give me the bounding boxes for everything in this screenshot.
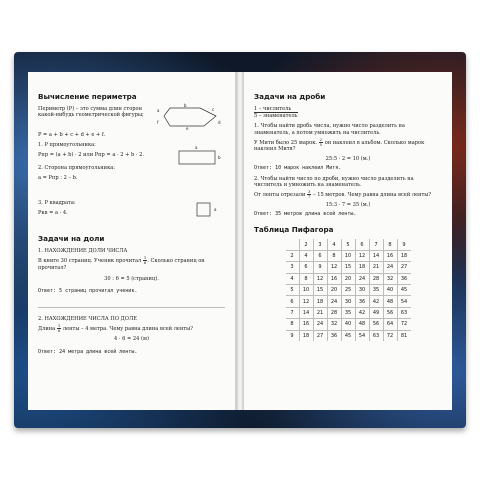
table-cell: 18: [397, 250, 411, 261]
table-cell: 42: [369, 296, 383, 307]
part2-problem: [38, 324, 225, 333]
table-cell: 54: [397, 296, 411, 307]
part2-text-b: ленты – 4 метра. Чему равна длина всей ленты?: [62, 325, 193, 332]
table-cell: 10: [341, 250, 355, 261]
divider: [38, 307, 225, 308]
task1-example-a: У Мити было 25 марок.: [254, 139, 318, 146]
table-cell: 30: [341, 296, 355, 307]
table-cell: 7: [369, 239, 383, 250]
table-cell: 15: [341, 262, 355, 273]
task1-calc: 25:5 · 2 = 10 (м.): [325, 155, 371, 162]
table-cell: 54: [355, 330, 369, 341]
perimeter-definition: Периметр (Р) – это сумма длин сторон какой-нибудь геометрической фигуры;: [38, 106, 144, 119]
table-cell: 24: [383, 262, 397, 273]
table-cell: 12: [313, 273, 327, 284]
table-cell: 15: [313, 284, 327, 295]
table-cell: 45: [397, 284, 411, 295]
task1-fraction: [319, 138, 323, 147]
table-cell: 63: [397, 307, 411, 318]
fraction-denominator: 6: [143, 260, 147, 266]
table-cell: 4: [299, 250, 313, 261]
table-cell: 42: [355, 307, 369, 318]
square-label-a: a: [214, 207, 217, 213]
table-cell: 16: [299, 319, 313, 330]
square-title: 3. Р квадрата:: [38, 200, 76, 207]
table-cell: 16: [327, 273, 341, 284]
table-cell: 35: [341, 307, 355, 318]
table-cell: 20: [327, 284, 341, 295]
table-cell: 63: [369, 330, 383, 341]
table-cell: 2: [299, 239, 313, 250]
table-cell: 8: [299, 273, 313, 284]
fraction-numerator: 3: [307, 189, 311, 195]
table-cell: 36: [327, 330, 341, 341]
task2-fraction: [307, 190, 311, 199]
part2-answer: Ответ: 24 метра длина всей ленты.: [38, 348, 138, 355]
fraction-task2: 2. Чтобы найти число по дроби, нужно число разделить на числитель и умножить на знаменатель.: [254, 176, 414, 189]
rect2-formula: a = Pпр : 2 – b.: [38, 174, 78, 181]
table-cell: 27: [313, 330, 327, 341]
fractions-title: Задачи на дроби: [254, 92, 326, 101]
table-cell: 28: [327, 307, 341, 318]
table-cell: 8: [286, 319, 300, 330]
rect-title: 1. Р прямоугольника:: [38, 142, 96, 149]
table-cell: 21: [313, 307, 327, 318]
table-cell: 49: [369, 307, 383, 318]
table-cell: 24: [327, 296, 341, 307]
table-cell: 9: [313, 262, 327, 273]
hexagon-label-e: e: [186, 126, 189, 131]
task2-calc: 15:3 · 7 = 35 (м.): [325, 202, 371, 209]
book-spine: [236, 72, 244, 410]
table-cell: 81: [397, 330, 411, 341]
table-cell: 12: [299, 296, 313, 307]
table-cell: 32: [383, 273, 397, 284]
table-cell: 35: [369, 284, 383, 295]
table-cell: 14: [369, 250, 383, 261]
table-cell: 6: [313, 250, 327, 261]
table-cell: 9: [397, 239, 411, 250]
fraction-task1-example: [254, 138, 442, 153]
numerator-label: 1 – числитель: [254, 106, 292, 112]
hexagon-label-c: c: [212, 107, 215, 112]
hexagon-label-a: a: [157, 108, 160, 113]
table-cell: 6: [286, 296, 300, 307]
table-cell: 9: [286, 330, 300, 341]
table-cell: 24: [355, 273, 369, 284]
rect2-title: 2. Сторона прямоугольника:: [38, 164, 116, 171]
table-cell: 14: [299, 307, 313, 318]
table-cell: 40: [341, 319, 355, 330]
table-cell: [286, 239, 300, 250]
perimeter-formula: P = a + b + c + d + e + f.: [38, 132, 106, 138]
table-cell: 3: [286, 262, 300, 273]
part1-calc: 30 : 6 = 5 (страниц).: [104, 276, 159, 283]
pythagoras-title: Таблица Пифагора: [254, 225, 334, 235]
task2-answer: Ответ: 35 метров длина всей ленты.: [254, 211, 357, 218]
table-cell: 48: [383, 296, 397, 307]
table-cell: 64: [383, 319, 397, 330]
part2-title: 2. НАХОЖДЕНИЕ ЧИСЛА ПО ДОЛЕ: [38, 315, 137, 322]
table-cell: 18: [355, 262, 369, 273]
rect-formula: Pпр = (a + b) · 2 или Pпр = a · 2 + b · 2.: [38, 152, 144, 159]
table-row: [286, 330, 411, 341]
hexagon-label-f: f: [157, 120, 159, 125]
table-cell: 8: [383, 239, 397, 250]
left-page: [28, 72, 236, 410]
table-cell: 18: [299, 330, 313, 341]
table-cell: 56: [369, 319, 383, 330]
table-row: [286, 239, 411, 250]
square-figure: [196, 202, 212, 218]
table-cell: 30: [355, 284, 369, 295]
part1-answer: Ответ: 5 страниц прочитал ученик.: [38, 288, 138, 295]
table-cell: 8: [327, 250, 341, 261]
part1-problem: [38, 256, 225, 271]
right-page: [244, 72, 452, 410]
square-formula: Pкв = a · 4.: [38, 210, 68, 217]
fraction-numerator: 1: [57, 322, 61, 328]
table-cell: 25: [341, 284, 355, 295]
table-cell: 36: [397, 273, 411, 284]
hexagon-label-b: b: [184, 103, 187, 108]
pythagoras-table: [286, 239, 411, 341]
part1-text-b: . Сколько страниц он прочитал?: [38, 258, 205, 271]
table-cell: 72: [397, 319, 411, 330]
fraction-task1: 1. Чтобы найти дробь числа, нужно число разделить на знаменатель, а потом умножить на числитель.: [254, 123, 405, 136]
parts-title: Задачи на доли: [38, 234, 105, 244]
table-cell: 32: [327, 319, 341, 330]
denominator-label: 5 – знаменатель: [254, 113, 298, 120]
table-cell: 4: [286, 273, 300, 284]
table-cell: 21: [369, 262, 383, 273]
part2-fraction: [57, 324, 61, 333]
fraction-task2-example: [254, 190, 442, 199]
table-cell: 12: [327, 262, 341, 273]
table-cell: 18: [313, 296, 327, 307]
part2-calc: 4 · 6 = 24 (м): [114, 336, 149, 343]
fraction-numerator: 2: [319, 136, 323, 142]
table-row: [286, 319, 411, 330]
table-cell: 16: [383, 250, 397, 261]
perimeter-title: Вычисление периметра: [38, 92, 137, 101]
rect-label-a: a: [195, 145, 198, 151]
table-cell: 3: [313, 239, 327, 250]
table-cell: 6: [355, 239, 369, 250]
table-row: [286, 273, 411, 284]
task2-example-a: От ленты отрезали: [254, 192, 306, 199]
table-row: [286, 284, 411, 295]
table-cell: 28: [369, 273, 383, 284]
fraction-denominator: 5: [319, 141, 323, 147]
part1-title: 1. НАХОЖДЕНИЕ ДОЛИ ЧИСЛА: [38, 248, 128, 255]
part1-text-a: В книге 30 страниц. Ученик прочитал: [38, 258, 142, 265]
table-cell: 48: [355, 319, 369, 330]
table-cell: 6: [299, 262, 313, 273]
table-cell: 5: [341, 239, 355, 250]
table-cell: 12: [355, 250, 369, 261]
table-cell: 40: [383, 284, 397, 295]
rectangle-figure: [178, 150, 218, 166]
part2-text-a: Длина: [38, 325, 56, 332]
fraction-denominator: 6: [57, 327, 61, 333]
hexagon-label-d: d: [218, 120, 221, 125]
table-cell: 5: [286, 284, 300, 295]
task1-answer: Ответ: 10 марок наклеил Митя.: [254, 164, 342, 171]
table-cell: 2: [286, 250, 300, 261]
task2-example-b: – 15 метров. Чему равна длина всей ленты?: [313, 192, 432, 199]
table-cell: 7: [286, 307, 300, 318]
table-row: [286, 262, 411, 273]
fraction-numerator: 1: [143, 255, 147, 261]
table-cell: 72: [383, 330, 397, 341]
table-cell: 36: [355, 296, 369, 307]
table-row: [286, 296, 411, 307]
table-cell: 27: [397, 262, 411, 273]
table-row: [286, 250, 411, 261]
rect-label-b: b: [218, 155, 221, 161]
table-cell: 24: [313, 319, 327, 330]
table-cell: 10: [299, 284, 313, 295]
task1-example-b: он наклеил в альбом. Сколько марок наклеил Митя?: [254, 139, 425, 153]
table-cell: 56: [383, 307, 397, 318]
fraction-denominator: 7: [307, 194, 311, 200]
table-row: [286, 307, 411, 318]
table-cell: 20: [341, 273, 355, 284]
table-cell: 4: [327, 239, 341, 250]
table-cell: 45: [341, 330, 355, 341]
